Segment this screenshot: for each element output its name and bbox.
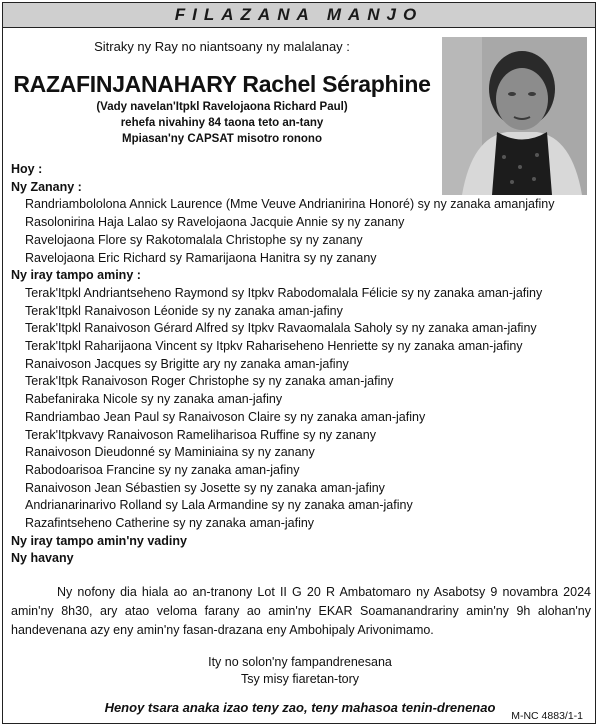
tampo-item: Ranaivoson Dieudonné sy Maminiaina sy ny zanany: [25, 445, 315, 460]
age-line: rehefa nivahiny 84 taona teto an-tany: [120, 117, 324, 129]
reference-code: M-NC 4883/1-1: [511, 710, 583, 722]
tampo-item: Terak'Itpkvavy Ranaivoson Rameliharisoa Ruffine sy ny zanany: [25, 427, 376, 442]
tampo-item: Terak'Itpkl Raharijaona Vincent sy Itpkv Rahariseheno Henriette sy ny zanaka aman-jafiny: [25, 339, 523, 354]
vadiny-heading: Ny iray tampo amin'ny vadiny: [11, 533, 187, 548]
tampo-item: Ranaivoson Jacques sy Brigitte ary ny zanaka aman-jafiny: [25, 356, 349, 371]
tampo-item: Randriambao Jean Paul sy Ranaivoson Claire sy ny zanaka aman-jafiny: [25, 409, 426, 424]
deceased-name: RAZAFINJANAHARY Rachel Séraphine: [13, 71, 431, 97]
tampo-item: Terak'Itpkl Ranaivoson Léonide sy ny zanaka aman-jafiny: [25, 303, 343, 318]
tampo-heading: Ny iray tampo aminy :: [11, 268, 141, 283]
role-line: Mpiasan'ny CAPSAT misotro ronono: [122, 133, 322, 145]
tampo-item: Andrianarinarivo Rolland sy Lala Armandine sy ny zanaka aman-jafiny: [25, 498, 413, 513]
notice-header: FILAZANA MANJO: [3, 3, 595, 28]
hoy-label: Hoy :: [11, 162, 43, 176]
zanany-item: Ravelojaona Flore sy Rakotomalala Christophe sy ny zanany: [25, 232, 363, 247]
tampo-item: Rabefaniraka Nicole sy ny zanaka aman-jafiny: [25, 392, 283, 407]
tampo-item: Rabodoarisoa Francine sy ny zanaka aman-jafiny: [25, 462, 300, 477]
zanany-heading: Ny Zanany :: [11, 179, 82, 194]
zanany-item: Rasolonirina Haja Lalao sy Ravelojaona Jacquie Annie sy ny zanany: [25, 215, 405, 230]
motto-line: Henoy tsara anaka izao teny zao, teny mahasoa tenin-drenenao: [104, 700, 496, 715]
zanany-item: Randriambololona Annick Laurence (Mme Veuve Andrianirina Honoré) sy ny zanaka amanjafiny: [25, 197, 555, 212]
spouse-line: (Vady navelan'Itpkl Ravelojaona Richard Paul): [96, 101, 348, 113]
tampo-item: Terak'Itpkl Ranaivoson Gérard Alfred sy Itpkv Ravaomalala Saholy sy ny zanaka aman-jafiny: [25, 321, 537, 336]
tampo-item: Razafintseheno Catherine sy ny zanaka aman-jafiny: [25, 516, 315, 531]
tampo-item: Ranaivoson Jean Sébastien sy Josette sy ny zanaka aman-jafiny: [25, 480, 385, 495]
tampo-item: Terak'Itpk Ranaivoson Roger Christophe sy ny zanaka aman-jafiny: [25, 374, 394, 389]
closing-line-1: Ity no solon'ny fampandrenesana: [208, 655, 392, 669]
closing-line-2: Tsy misy fiaretan-tory: [240, 672, 360, 686]
intro-line: Sitraky ny Ray no niantsoany ny malalanay :: [94, 39, 350, 54]
notice-frame: [2, 2, 596, 724]
zanany-item: Ravelojaona Eric Richard sy Ramarijaona Hanitra sy ny zanany: [25, 250, 377, 265]
tampo-item: Terak'Itpkl Andriantseheno Raymond sy Itpkv Rabodomalala Félicie sy ny zanaka aman-jafiny: [25, 285, 543, 300]
family-list: [11, 161, 591, 568]
funeral-paragraph: Ny nofony dia hiala ao an-tranony Lot II G 20 R Ambatomaro ny Asabotsy 9 novambra 2024 amin'ny 8h30, ary atao veloma farany ao amin'ny EKAR Soamanandrariny amin'ny 9h alohan'ny handevenana azy eny amin'ny fasan-drazana eny Ambohipaly Arivonimamo.: [11, 585, 591, 637]
havany-heading: Ny havany: [11, 551, 74, 566]
